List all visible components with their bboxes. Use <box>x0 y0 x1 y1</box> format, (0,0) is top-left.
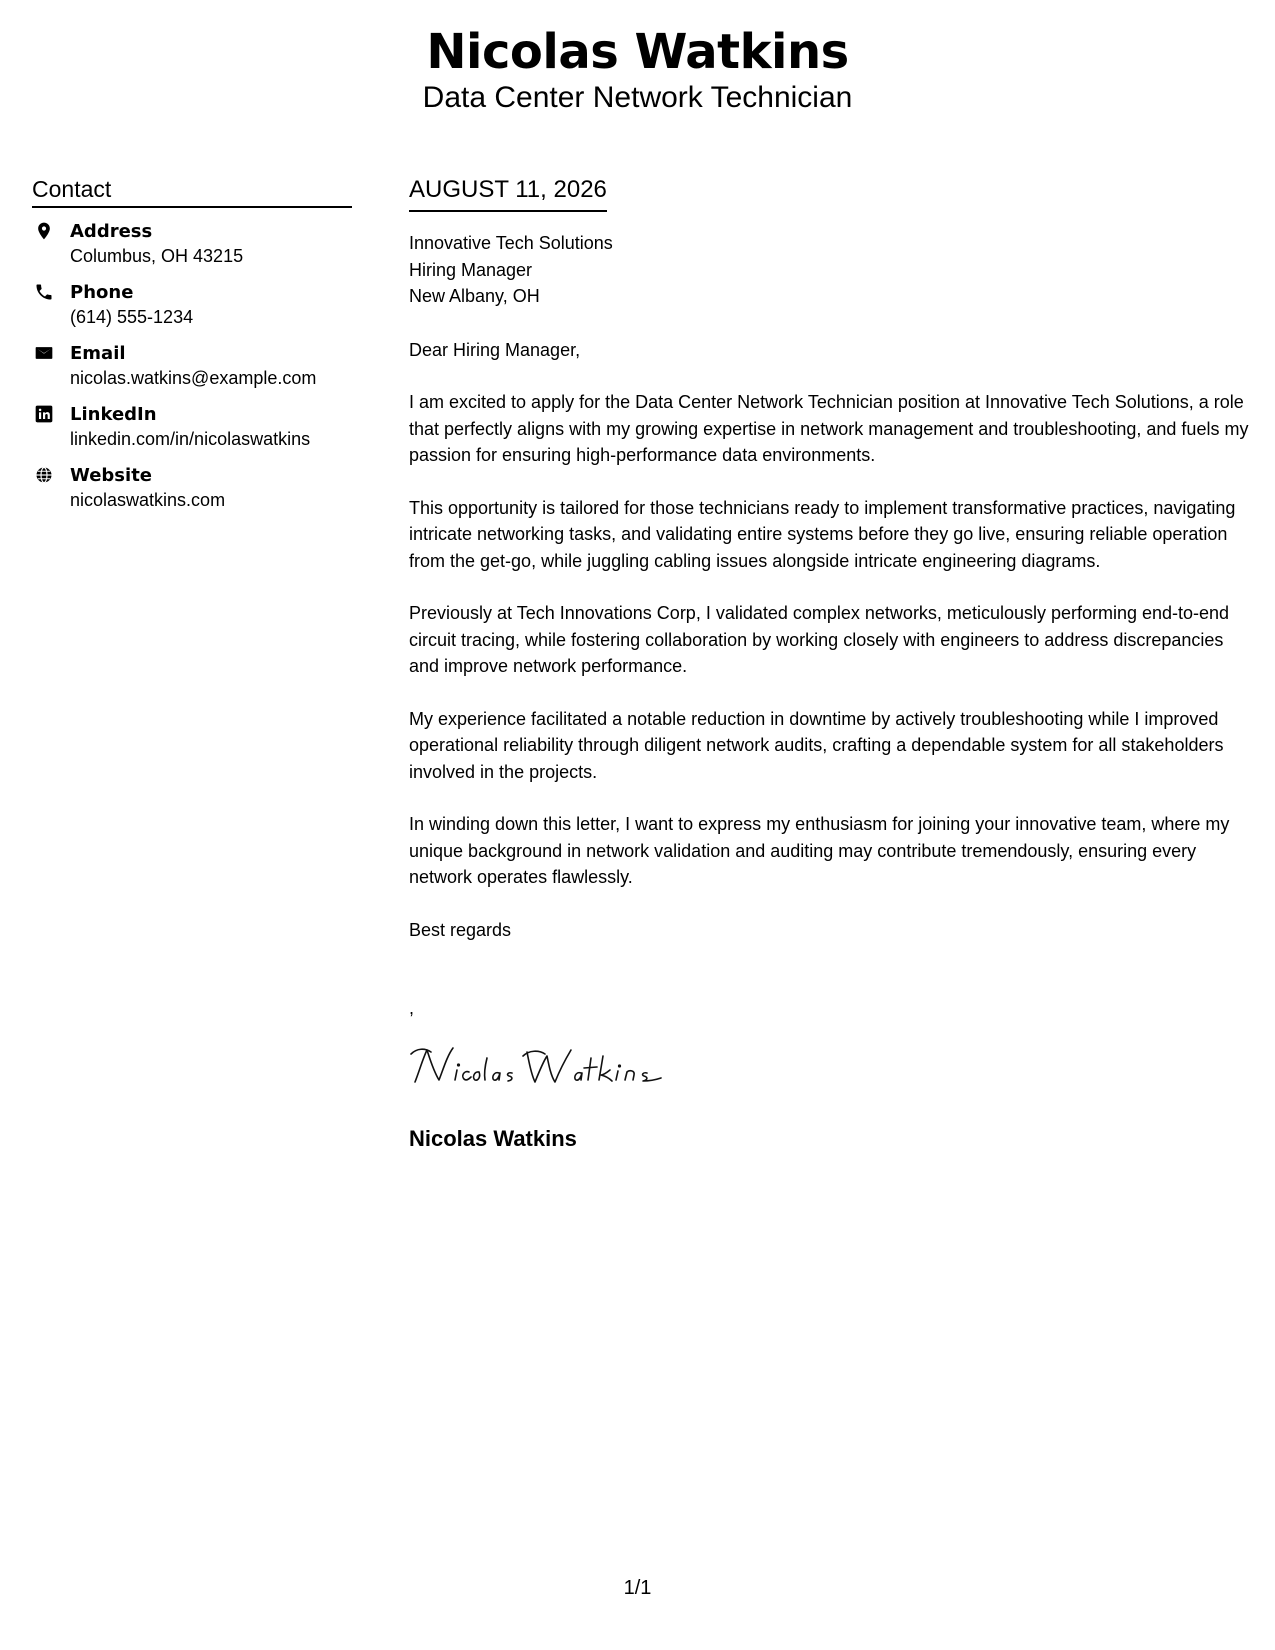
letter-body <box>409 174 1249 1153</box>
handwritten-signature <box>409 1042 679 1092</box>
contact-label: LinkedIn <box>70 404 157 425</box>
linkedin-icon <box>34 404 54 424</box>
contact-value: nicolas.watkins@example.com <box>70 368 317 388</box>
contact-list <box>32 220 352 512</box>
applicant-title: Data Center Network Technician <box>422 81 853 114</box>
contact-item-email <box>32 342 352 390</box>
closing: Best regards <box>409 919 512 940</box>
contact-label: Website <box>70 465 153 486</box>
contact-item-phone <box>32 281 352 329</box>
applicant-name: Nicolas Watkins <box>426 24 849 80</box>
contact-label: Address <box>70 221 153 242</box>
signer-name: Nicolas Watkins <box>409 1125 577 1151</box>
phone-icon <box>34 282 54 302</box>
map-pin-icon <box>34 221 54 241</box>
recipient-location: New Albany, OH <box>409 286 540 306</box>
letter-date: AUGUST 11, 2026 <box>409 174 607 212</box>
contact-value: linkedin.com/in/nicolaswatkins <box>70 429 311 449</box>
recipient-company: Innovative Tech Solutions <box>409 233 613 253</box>
body-paragraph: In winding down this letter, I want to express my enthusiasm for joining your innovative team, where my unique background in network validation and auditing may contribute tremendously, ensuring every network operates flawlessly. <box>409 814 1230 887</box>
page-number: 1/1 <box>623 1577 652 1599</box>
contact-item-address <box>32 220 352 268</box>
body-paragraph: My experience facilitated a notable reduction in downtime by actively troubleshooting while I improved operational reliability through diligent network audits, crafting a dependable system for all stakeholders involved in the projects. <box>409 708 1224 782</box>
contact-label: Phone <box>70 282 134 303</box>
contact-item-website <box>32 464 352 512</box>
recipient-role: Hiring Manager <box>409 259 533 280</box>
contact-heading: Contact <box>32 174 352 208</box>
contact-item-linkedin <box>32 403 352 451</box>
contact-sidebar <box>32 174 352 525</box>
contact-value: nicolaswatkins.com <box>70 490 226 510</box>
letter-header <box>0 24 1275 116</box>
closing-comma: , <box>409 998 415 1018</box>
body-paragraph: I am excited to apply for the Data Center Network Technician position at Innovative Tech Solutions, a role that perfectly aligns with my growing expertise in network management and troubleshooting, and fuels my passion for ensuring high-performance data environments. <box>409 392 1249 465</box>
contact-value: (614) 555-1234 <box>70 307 194 327</box>
recipient-block <box>409 230 1249 310</box>
contact-value: Columbus, OH 43215 <box>70 246 244 266</box>
body-paragraph: Previously at Tech Innovations Corp, I validated complex networks, meticulously performing end-to-end circuit tracing, while fostering collaboration by working closely with engineers to address discrepancies and improve network performance. <box>409 603 1230 676</box>
globe-icon <box>34 465 54 485</box>
body-paragraph: This opportunity is tailored for those technicians ready to implement transformative practices, navigating intricate networking tasks, and validating entire systems before they go live, ensuring reliable operation from the get-go, while juggling cabling issues alongside intricate engineering diagrams. <box>409 497 1236 571</box>
contact-label: Email <box>70 343 126 364</box>
salutation: Dear Hiring Manager, <box>409 339 581 360</box>
envelope-icon <box>34 343 54 363</box>
